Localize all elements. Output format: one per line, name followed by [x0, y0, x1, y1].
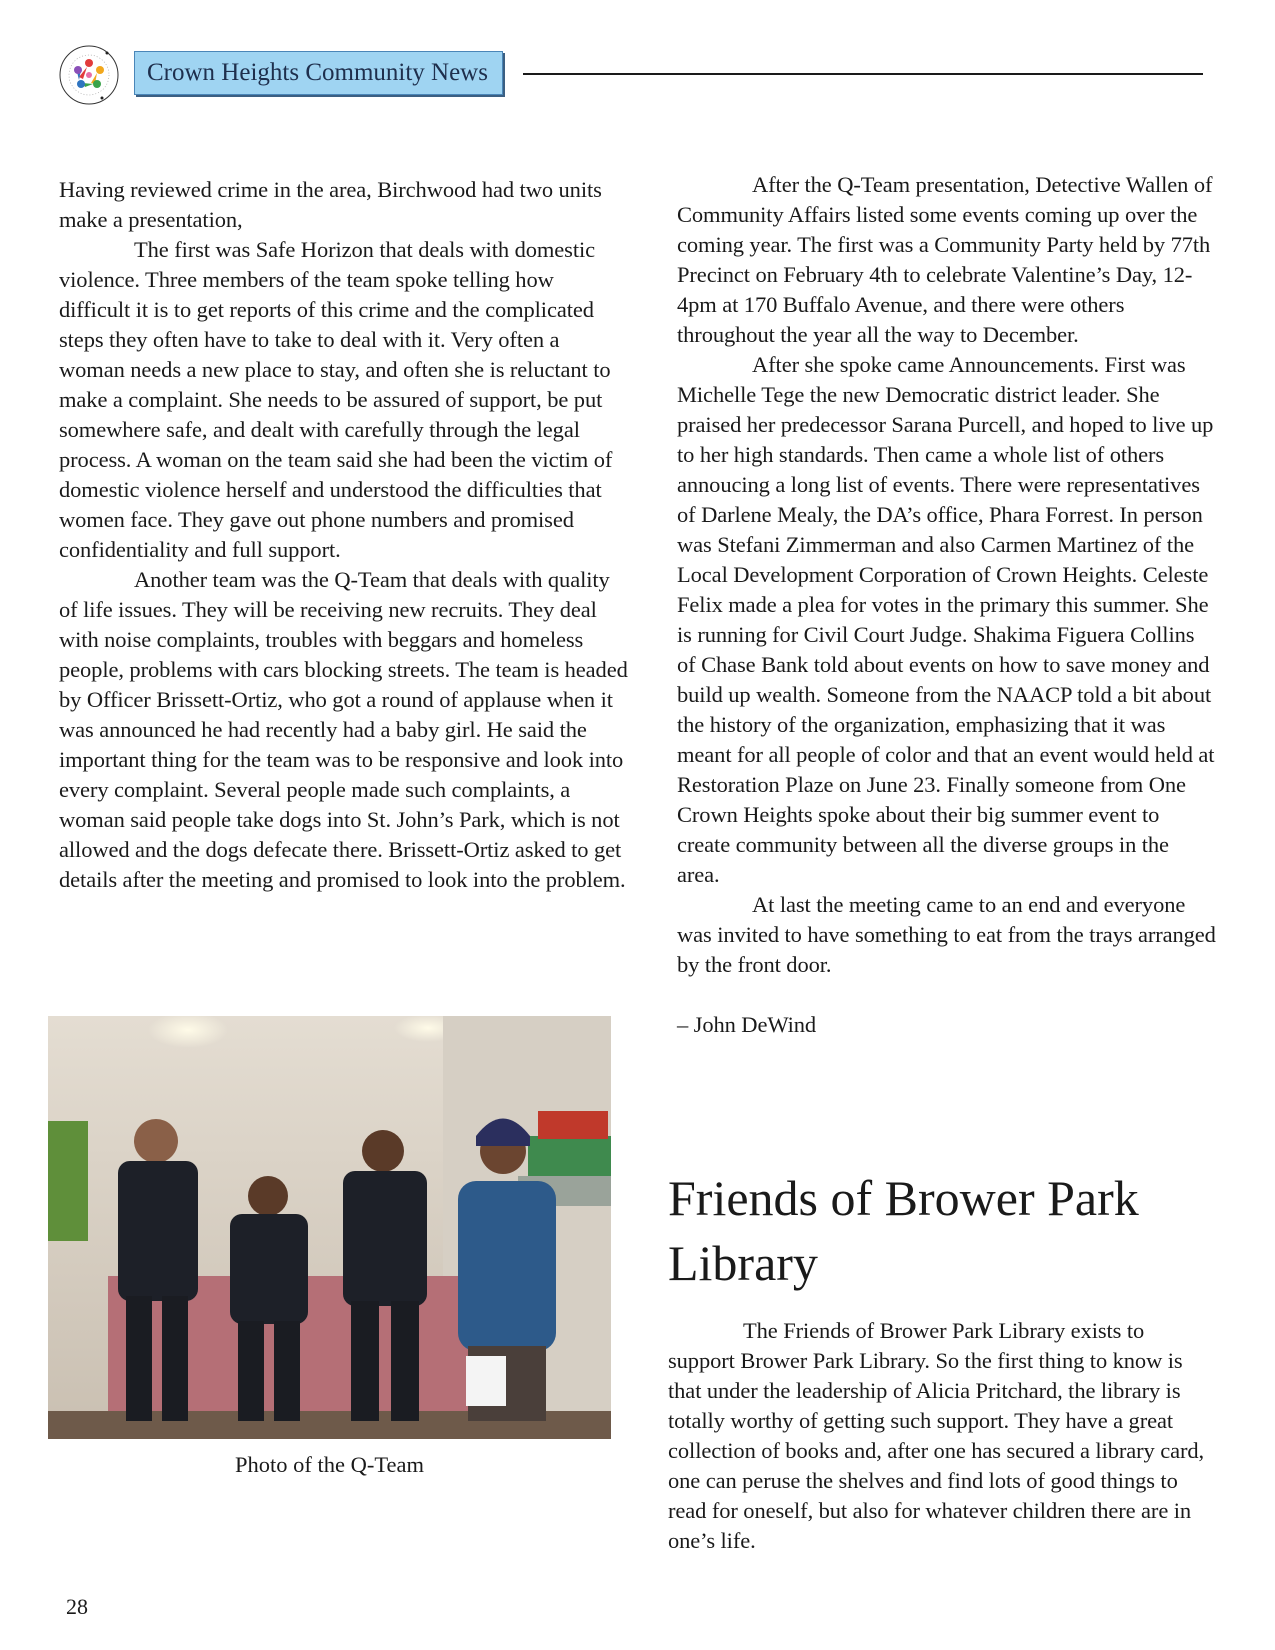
article-paragraph: After she spoke came Announcements. First was Michelle Tege the new Democratic district leader. She praised her predecessor Sarana Purcell, and hoped to live up to her high standards. Then came a whole list of others annoucing a long list of events. There were representatives of Darlene Mealy, the DA’s office, Phara Forrest. In person was Stefani Zimmerman and also Carmen Martinez of the Local Development Corporation of Crown Heights. Celeste Felix made a plea for votes in the primary this summer. She is running for Civil Court Judge. Shakima Figuera Collins of Chase Bank told about events on how to save money and build up wealth. Someone from the NAACP told a bit about the history of the organization, emphasizing that it was meant for all people of color and that an event would held at Restoration Plaze on June 23. Finally someone from One Crown Heights spoke about their big summer event to create community between all the diverse groups in the area. — [677, 352, 1215, 887]
header-rule — [523, 73, 1203, 75]
article-paragraph: At last the meeting came to an end and everyone was invited to have something to eat from the trays arranged by the front door. — [677, 892, 1216, 977]
section-heading: Friends of Brower Park Library — [668, 1170, 1139, 1291]
article-paragraph: Another team was the Q-Team that deals with quality of life issues. They will be receiving new recruits. They deal with noise complaints, troubles with beggars and homeless people, problems with cars blocking streets. The team is headed by Officer Brissett-Ortiz, who got a round of applause when it was announced he had recently had a baby girl. He said the important thing for the team was to be responsive and look into every complaint. Several people made such complaints, a woman said people take dogs into St. John’s Park, which is not allowed and the dogs defecate there. Brissett-Ortiz asked to get details after the meeting and promised to look into the problem. — [59, 567, 628, 892]
article-paragraph: After the Q-Team presentation, Detective Wallen of Community Affairs listed some events coming up over the coming year. The first was a Community Party held by 77th Precinct on February 4th to celebrate Valentine’s Day, 12-4pm at 170 Buffalo Avenue, and there were others throughout the year all the way to December. — [677, 172, 1213, 347]
article-paragraph: The first was Safe Horizon that deals with domestic violence. Three members of the team spoke telling how difficult it is to get reports of this crime and the complicated steps they often have to take to deal with it. Very often a woman needs a new place to stay, and often she is reluctant to make a complaint. She needs to be assured of support, be put somewhere safe, and dealt with carefully through the legal process. A woman on the team said she had been the victim of domestic violence herself and understood the difficulties that women face. They gave out phone numbers and promised confidentiality and full support. — [59, 237, 613, 562]
article-paragraph: The Friends of Brower Park Library exists to support Brower Park Library. So the first thing to know is that under the leadership of Alicia Pritchard, the library is totally worthy of getting such support. They have a great collection of books and, after one has secured a library card, one can peruse the shelves and find lots of good things to read for oneself, but also for whatever children there are in one’s life. — [668, 1318, 1205, 1553]
community-organization-logo-icon — [58, 44, 120, 106]
section-body — [668, 1316, 1216, 1556]
right-column — [677, 170, 1217, 1040]
photo-caption: Photo of the Q-Team — [234, 1452, 424, 1477]
left-column — [59, 175, 629, 895]
article-paragraph: Having reviewed crime in the area, Birchwood had two units make a presentation, — [59, 177, 602, 232]
q-team-photo — [48, 1016, 611, 1439]
masthead-title: Crown Heights Community News — [147, 59, 488, 86]
masthead-banner — [134, 51, 503, 95]
page-number: 28 — [66, 1594, 88, 1619]
article-byline: – John DeWind — [677, 1012, 817, 1037]
